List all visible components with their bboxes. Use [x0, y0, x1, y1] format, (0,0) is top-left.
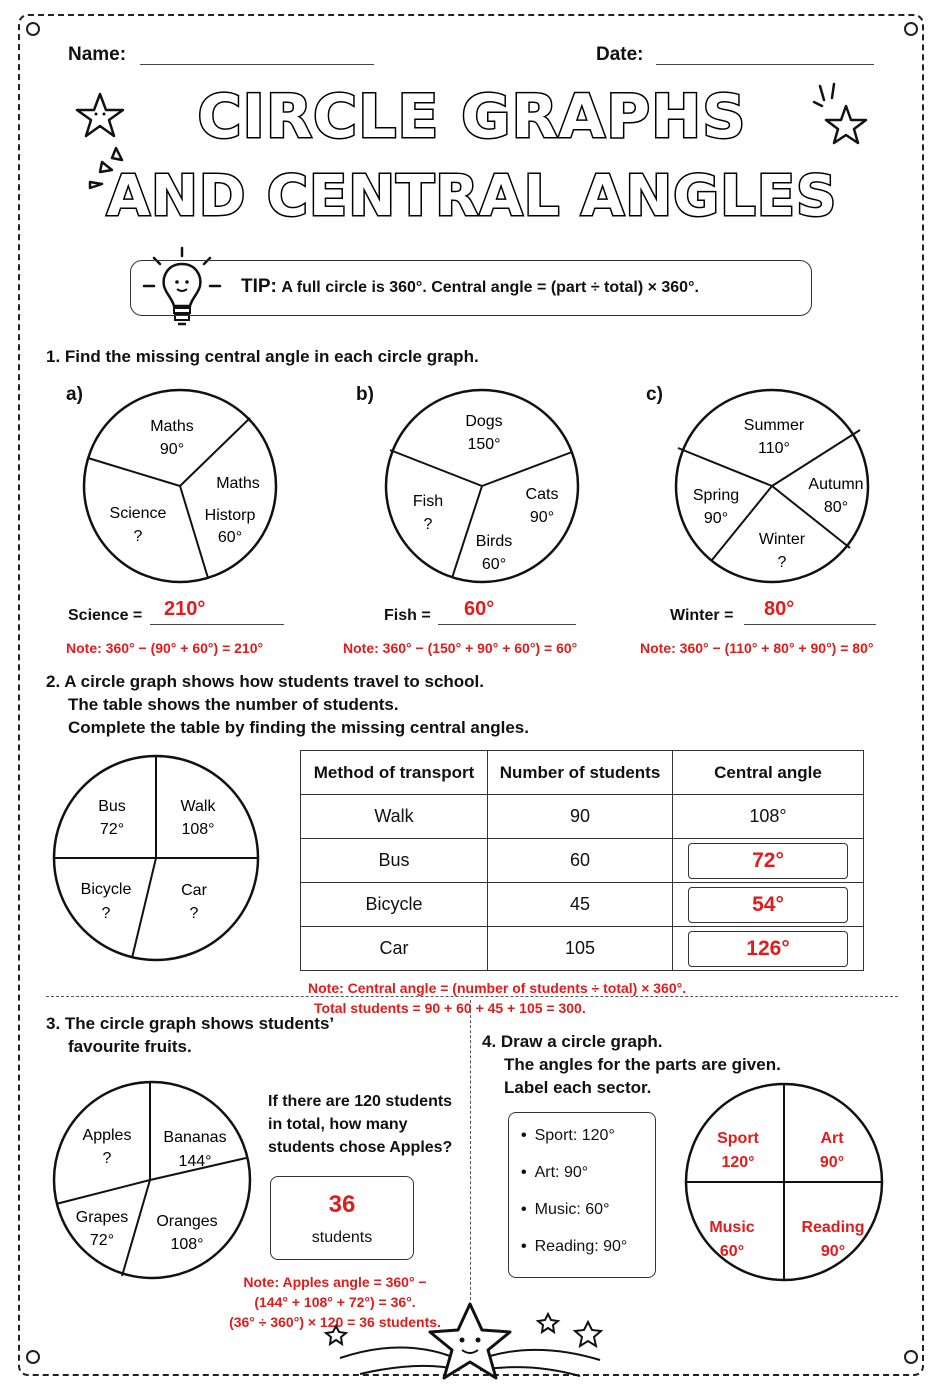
page-title: CIRCLE GRAPHS	[197, 82, 747, 152]
star-mascot-icon	[320, 1298, 620, 1382]
q1b-answer-label: Fish =	[384, 607, 431, 624]
pie-activities-music-angle: 60°	[719, 1243, 745, 1260]
pie-a-science-angle: ?	[133, 528, 143, 545]
answer-box[interactable]: 126°	[688, 931, 848, 967]
pie-activities-reading-label: Reading	[801, 1219, 865, 1236]
q3-answer-unit: students	[311, 1229, 373, 1246]
q3-question-line: students chose Apples?	[268, 1139, 453, 1156]
q2-prompt-line1: 2. A circle graph shows how students travel to school.	[46, 672, 484, 691]
pie-b-cats-label: Cats	[525, 486, 559, 503]
table-header-row	[301, 751, 864, 795]
pie-c-spring-angle: 90°	[703, 510, 729, 527]
table-cell	[673, 839, 864, 883]
q3-note-line: (36° ÷ 360°) × 120 = 36 students.	[229, 1314, 441, 1330]
q1c-answer-line[interactable]	[744, 624, 876, 625]
table-cell: 45	[488, 883, 673, 927]
name-label: Name:	[68, 44, 127, 65]
pie-transport-walk-label: Walk	[180, 798, 216, 815]
pie-fruits-oranges-label: Oranges	[156, 1213, 218, 1230]
table-header-cell: Central angle	[673, 751, 864, 795]
pie-a-history-label-2: Historp	[204, 507, 256, 524]
list-item	[521, 1117, 655, 1154]
transport-table	[300, 750, 864, 971]
table-cell: 60	[488, 839, 673, 883]
bullet-icon: •	[521, 1238, 527, 1255]
corner-ring	[26, 22, 40, 36]
pie-fruits-bananas-angle: 144°	[178, 1153, 212, 1170]
pie-c-summer-label: Summer	[743, 417, 805, 434]
q3-note-line: (144° + 108° + 72°) = 36°.	[254, 1294, 416, 1310]
q1b-note: Note: 360° − (150° + 90° + 60°) = 60°	[343, 640, 578, 656]
list-item	[521, 1228, 655, 1265]
q1a-answer-label: Science =	[68, 607, 143, 624]
date-label: Date:	[596, 44, 644, 65]
star-doodle-icon	[72, 86, 132, 216]
pie-fruits-bananas-label: Bananas	[163, 1129, 227, 1146]
q1c-answer: 80°	[764, 598, 795, 620]
pie-a-maths-angle: 90°	[159, 441, 185, 458]
key-text: Art: 90°	[534, 1164, 589, 1181]
q3-answer-box[interactable]	[270, 1176, 414, 1260]
q1b-answer-line[interactable]	[438, 624, 576, 625]
table-cell: 105	[488, 927, 673, 971]
q3-prompt-line2: favourite fruits.	[68, 1037, 192, 1056]
pie-activities-music-label: Music	[709, 1219, 755, 1236]
column-divider	[470, 1000, 471, 1300]
list-item	[521, 1191, 655, 1228]
q1c-note: Note: 360° − (110° + 80° + 90°) = 80°	[640, 640, 874, 656]
date-field[interactable]	[656, 64, 874, 65]
pie-b-dogs-angle: 150°	[467, 436, 501, 453]
pie-c-summer-angle: 110°	[758, 440, 790, 457]
q1a-note: Note: 360° − (90° + 60°) = 210°	[66, 640, 264, 656]
q1a-answer-line[interactable]	[150, 624, 284, 625]
tip-text: A full circle is 360°. Central angle = (part ÷ total) × 360°.	[281, 279, 699, 296]
pie-fruits-oranges-angle: 108°	[170, 1236, 204, 1253]
pie-a-history-angle: 60°	[217, 529, 243, 546]
list-item	[521, 1154, 655, 1191]
pie-chart-fruits	[50, 1078, 256, 1282]
star-doodle-icon	[808, 80, 874, 160]
q4-prompt-line3: Label each sector.	[504, 1078, 652, 1097]
pie-fruits-grapes-angle: 72°	[89, 1232, 115, 1249]
bullet-icon: •	[521, 1201, 527, 1218]
answer-box[interactable]: 54°	[688, 887, 848, 923]
key-text: Reading: 90°	[534, 1238, 628, 1255]
table-cell: Bus	[301, 839, 488, 883]
table-row	[301, 795, 864, 839]
pie-c-spring-label: Spring	[692, 487, 740, 504]
pie-fruits-apples-angle: ?	[102, 1150, 112, 1167]
corner-ring	[904, 22, 918, 36]
q1c-answer-label: Winter =	[670, 607, 734, 624]
table-cell	[673, 927, 864, 971]
table-row	[301, 883, 864, 927]
pie-b-birds-angle: 60°	[481, 556, 507, 573]
key-text: Sport: 120°	[534, 1127, 615, 1144]
pie-chart-activities[interactable]	[682, 1080, 886, 1284]
pie-b-fish-label: Fish	[412, 493, 444, 510]
tip-label: TIP:	[241, 276, 277, 297]
q3-answer: 36	[328, 1191, 356, 1218]
table-cell: 90	[488, 795, 673, 839]
table-cell: Car	[301, 927, 488, 971]
pie-fruits-apples-label: Apples	[82, 1127, 132, 1144]
q3-note-line: Note: Apples angle = 360° −	[243, 1274, 427, 1290]
pie-transport-walk-angle: 108°	[181, 821, 215, 838]
q4-prompt-line2: The angles for the parts are given.	[504, 1055, 781, 1074]
pie-a-maths-label: Maths	[150, 418, 194, 435]
corner-ring	[904, 1350, 918, 1364]
q1-prompt: 1. Find the missing central angle in each circle graph.	[46, 347, 479, 366]
pie-transport-bus-label: Bus	[98, 798, 126, 815]
q4-key-box	[508, 1112, 656, 1278]
q3-prompt-line1: 3. The circle graph shows students’	[46, 1014, 335, 1033]
pie-chart-transport	[52, 752, 264, 964]
pie-fruits-grapes-label: Grapes	[75, 1209, 129, 1226]
q1a-answer: 210°	[164, 598, 206, 620]
q2-prompt-line3: Complete the table by finding the missing central angles.	[68, 718, 529, 737]
table-row	[301, 839, 864, 883]
name-field[interactable]	[140, 64, 374, 65]
pie-c-autumn-label: Autumn	[808, 476, 864, 493]
table-cell	[673, 883, 864, 927]
table-row	[301, 927, 864, 971]
pie-b-cats-angle: 90°	[529, 509, 555, 526]
q1c-tag: c)	[646, 384, 663, 405]
pie-c-winter-label: Winter	[758, 531, 806, 548]
tip-text-row	[241, 276, 699, 298]
pie-chart-c	[670, 388, 876, 588]
q4-prompt-line1: 4. Draw a circle graph.	[482, 1032, 663, 1051]
pie-c-winter-angle: ?	[777, 554, 787, 571]
pie-activities-art-angle: 90°	[819, 1154, 845, 1171]
pie-c-autumn-angle: 80°	[823, 499, 849, 516]
pie-b-birds-label: Birds	[475, 533, 513, 550]
bullet-icon: •	[521, 1127, 527, 1144]
pie-activities-sport-label: Sport	[717, 1130, 759, 1147]
pie-transport-car-label: Car	[181, 882, 207, 899]
q3-question	[268, 1090, 452, 1159]
pie-transport-bicycle-angle: ?	[101, 905, 111, 922]
bullet-icon: •	[521, 1164, 527, 1181]
pie-transport-bicycle-label: Bicycle	[80, 881, 132, 898]
answer-box[interactable]: 72°	[688, 843, 848, 879]
q1b-answer: 60°	[464, 598, 495, 620]
q3-question-line: in total, how many	[268, 1116, 408, 1133]
pie-chart-a	[76, 388, 286, 588]
page-subtitle: AND CENTRAL ANGLES	[106, 164, 838, 229]
q1a-tag: a)	[66, 384, 83, 405]
pie-activities-sport-angle: 120°	[721, 1154, 755, 1171]
q3-question-line: If there are 120 students	[268, 1093, 453, 1110]
table-cell: Bicycle	[301, 883, 488, 927]
pie-transport-bus-angle: 72°	[99, 821, 125, 838]
pie-a-history-label: Maths	[216, 475, 260, 492]
table-header-cell: Number of students	[488, 751, 673, 795]
q2-note-2: Total students = 90 + 60 + 45 + 105 = 300.	[314, 1000, 586, 1016]
table-cell: 108°	[673, 795, 864, 839]
corner-ring	[26, 1350, 40, 1364]
section-divider	[46, 996, 898, 997]
q1b-tag: b)	[356, 384, 374, 405]
pie-activities-reading-angle: 90°	[820, 1243, 846, 1260]
table-header-cell: Method of transport	[301, 751, 488, 795]
pie-transport-car-angle: ?	[189, 905, 199, 922]
pie-a-science-label: Science	[109, 505, 167, 522]
q2-prompt-line2: The table shows the number of students.	[68, 695, 399, 714]
pie-activities-art-label: Art	[820, 1130, 844, 1147]
pie-b-fish-angle: ?	[423, 516, 433, 533]
q2-note-1: Note: Central angle = (number of students ÷ total) × 360°.	[308, 980, 687, 996]
table-cell: Walk	[301, 795, 488, 839]
pie-b-dogs-label: Dogs	[465, 413, 503, 430]
key-text: Music: 60°	[534, 1201, 610, 1218]
pie-chart-b	[376, 388, 588, 588]
